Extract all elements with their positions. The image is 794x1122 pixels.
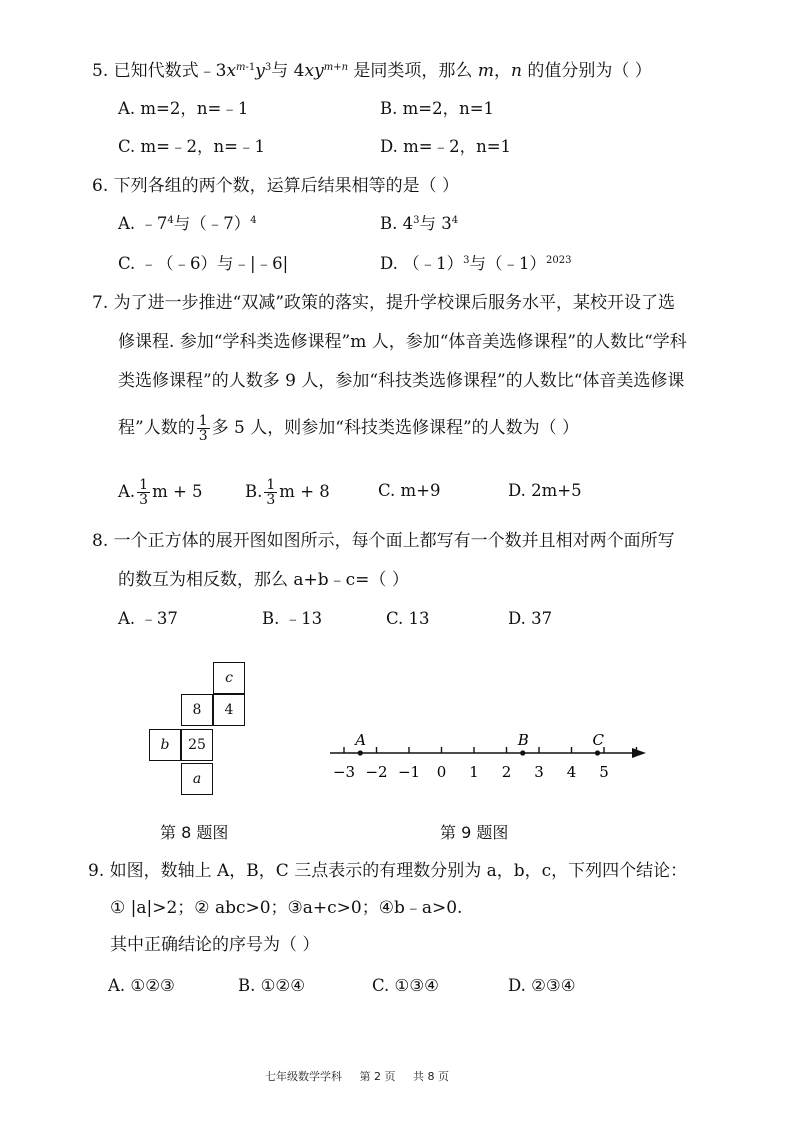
question-9-line-2: ① |a|>2；② abc>0；③a+c>0；④b﹣a>0. bbox=[110, 898, 463, 918]
net-face-25: 25 bbox=[181, 729, 213, 761]
q6-option-a: A. $﹣7^4$与（﹣7）$^4$ bbox=[118, 214, 257, 233]
q7-option-b: B. $\frac{1}{3}$ m + 8 bbox=[245, 477, 330, 508]
question-8-line-1: 8. 一个正方体的展开图如图所示，每个面上都写有一个数并且相对两个面所写 bbox=[92, 531, 675, 551]
axis-tick-label: −3 bbox=[332, 763, 356, 781]
question-8-line-2: 的数互为相反数，那么 a+b﹣c=（ ） bbox=[118, 570, 409, 590]
q9-option-d: D. ②③④ bbox=[508, 976, 576, 995]
net-face-b: b bbox=[149, 729, 181, 761]
question-9-line-1: 9. 如图，数轴上 A，B，C 三点表示的有理数分别为 a，b，c，下列四个结论： bbox=[88, 861, 688, 881]
question-7-line-2: 修课程. 参加“学科类选修课程”m 人，参加“体音美选修课程”的人数比“学科 bbox=[118, 332, 687, 352]
axis-tick-label: 3 bbox=[534, 763, 544, 781]
point-a-dot bbox=[358, 750, 363, 755]
q6-option-d: D. （﹣1）$^3$与（﹣1）$^{2023}$ bbox=[380, 254, 572, 273]
footer-page: 第 2 页 bbox=[359, 1070, 396, 1083]
q5-option-c: C. m=﹣2，n=﹣1 bbox=[118, 137, 265, 156]
net-face-4: 4 bbox=[213, 694, 245, 726]
q7-option-d: D. 2m+5 bbox=[508, 481, 582, 500]
point-c-dot bbox=[595, 750, 600, 755]
axis-tick-label: 5 bbox=[599, 763, 609, 781]
question-7-line-4: 程”人数的 $\frac{1}{3}$ 多 5 人，则参加“科技类选修课程”的人数为（ ） bbox=[118, 413, 580, 444]
fraction-one-third: $\frac{1}{3}$ bbox=[198, 413, 208, 444]
net-face-c: c bbox=[213, 662, 245, 694]
q5-option-a: A. m=2，n=﹣1 bbox=[118, 99, 249, 118]
point-c-label: C bbox=[592, 731, 604, 749]
q8-option-d: D. 37 bbox=[508, 609, 553, 628]
axis-tick-label: −2 bbox=[365, 763, 388, 781]
point-a-label: A bbox=[355, 731, 367, 749]
question-7-line-3: 类选修课程”的人数多 9 人，参加“科技类选修课程”的人数比“体音美选修课 bbox=[118, 371, 685, 391]
axis-tick-label: 2 bbox=[501, 763, 512, 781]
axis-tick-label: 1 bbox=[469, 763, 479, 781]
question-9-line-3: 其中正确结论的序号为（ ） bbox=[110, 935, 320, 955]
footer-subject: 七年级数学学科 bbox=[265, 1070, 342, 1083]
q8-option-c: C. 13 bbox=[386, 609, 430, 628]
axis-tick-label: 0 bbox=[436, 763, 447, 781]
q7-option-c: C. m+9 bbox=[378, 481, 441, 500]
axis-tick-label: 4 bbox=[566, 763, 577, 781]
figure-8-caption: 第 8 题图 bbox=[160, 823, 229, 842]
page-footer bbox=[265, 1068, 463, 1084]
q9-option-b: B. ①②④ bbox=[238, 976, 305, 995]
footer-total: 共 8 页 bbox=[413, 1070, 449, 1083]
axis-arrow-icon bbox=[632, 748, 646, 758]
q7-option-a: A. $\frac{1}{3}$ m + 5 bbox=[118, 477, 203, 508]
number-line-figure bbox=[320, 725, 660, 790]
axis-tick-label: −1 bbox=[397, 763, 421, 781]
q6-option-b: B. $4^3$与 $3^4$ bbox=[380, 214, 459, 233]
q8-option-b: B. ﹣13 bbox=[262, 609, 323, 628]
q6-option-c: C. ﹣（﹣6）与﹣|﹣6| bbox=[118, 254, 289, 273]
question-6-stem: 6. 下列各组的两个数，运算后结果相等的是（ ） bbox=[92, 176, 460, 196]
q9-option-a: A. ①②③ bbox=[108, 976, 175, 995]
question-7-line-1: 7. 为了进一步推进“双减”政策的落实，提升学校课后服务水平，某校开设了选 bbox=[92, 293, 676, 313]
point-b-label: B bbox=[517, 731, 529, 749]
q8-option-a: A. ﹣37 bbox=[118, 609, 178, 628]
q5-option-d: D. m=﹣2，n=1 bbox=[380, 137, 512, 156]
q9-option-c: C. ①③④ bbox=[372, 976, 439, 995]
net-face-a: a bbox=[181, 763, 213, 795]
net-face-8: 8 bbox=[181, 694, 213, 726]
figure-9-caption: 第 9 题图 bbox=[440, 823, 509, 842]
point-b-dot bbox=[520, 750, 525, 755]
question-5-stem: 5. 已知代数式$﹣3x^{m-1}y^3$与 $4xy^{m+n}$ 是同类项，那么 m，n 的值分别为（ ） bbox=[92, 61, 652, 81]
q5-option-b: B. m=2，n=1 bbox=[380, 99, 495, 118]
